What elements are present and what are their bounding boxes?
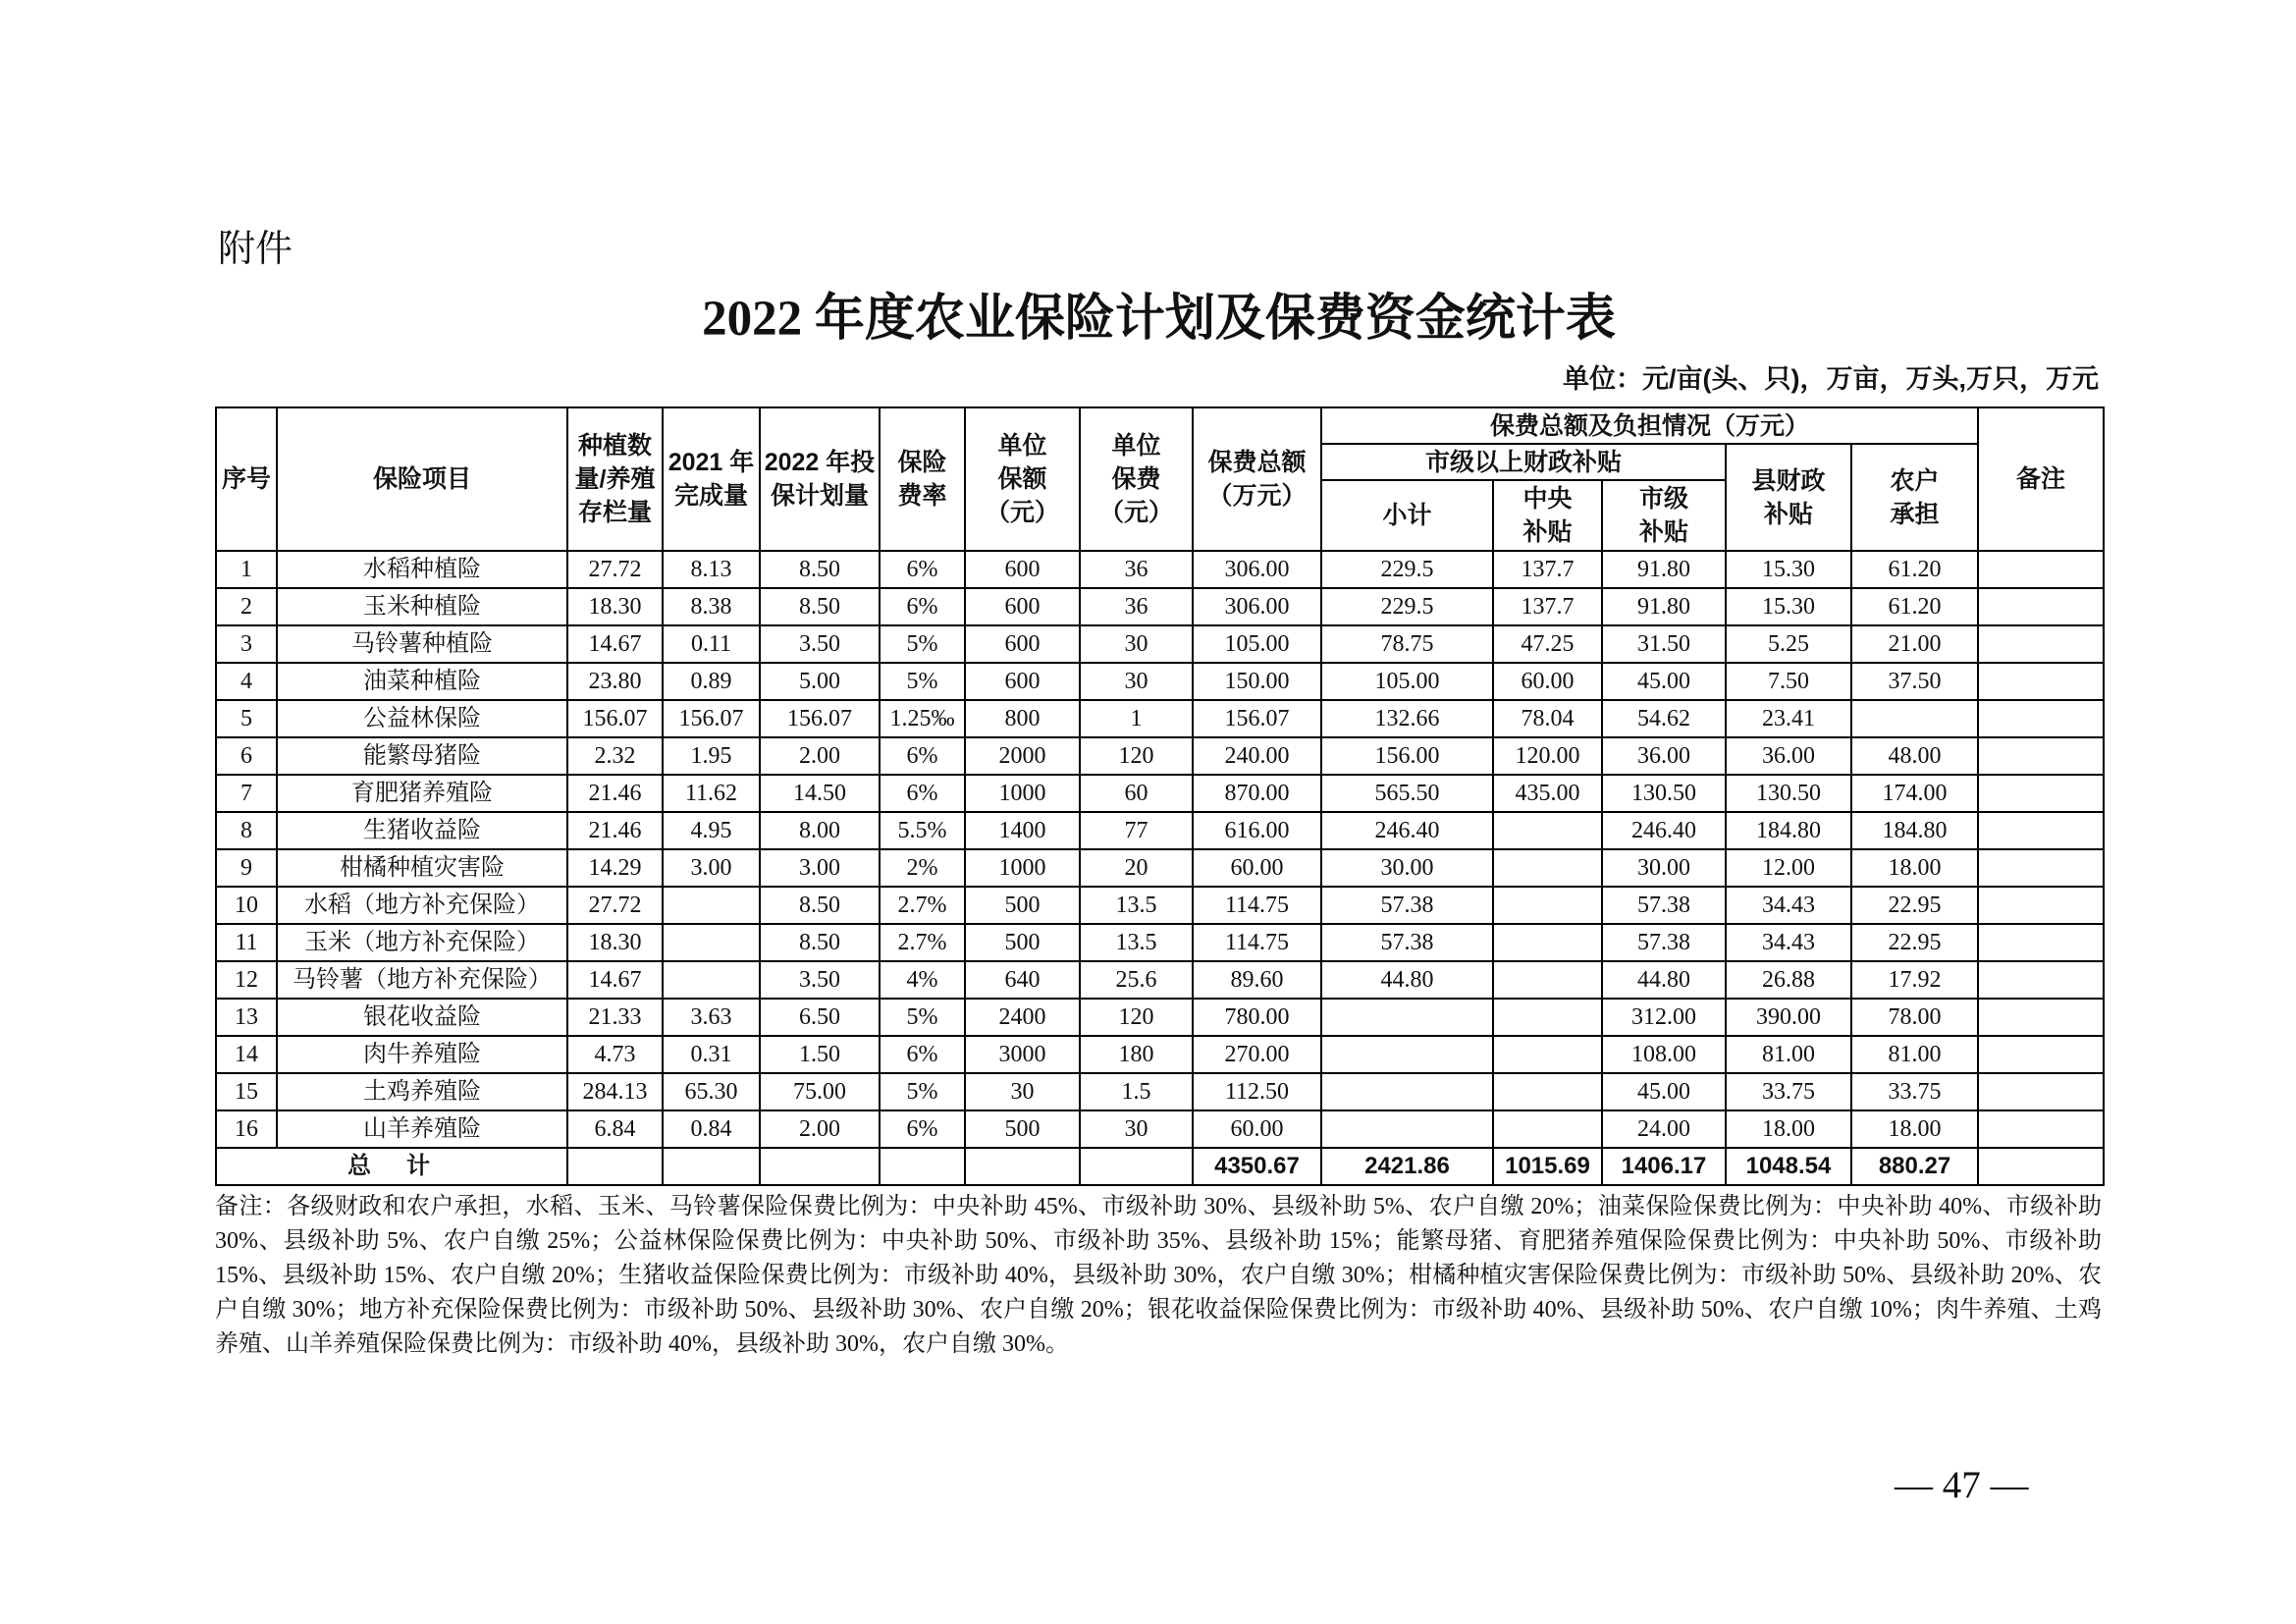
cell-municipal: 57.38 <box>1602 887 1726 924</box>
table-row <box>216 1110 2104 1148</box>
cell-central: 120.00 <box>1493 737 1602 775</box>
cell-subtotal: 105.00 <box>1321 663 1493 700</box>
table-row <box>216 1073 2104 1110</box>
cell-farmer: 61.20 <box>1851 588 1978 625</box>
cell-county: 34.43 <box>1726 887 1851 924</box>
cell-subtotal <box>1321 1073 1493 1110</box>
total-cell-remarks <box>1978 1148 2104 1185</box>
cell-completed-2021: 0.31 <box>663 1036 760 1073</box>
cell-rate: 5% <box>880 1073 965 1110</box>
cell-rate: 6% <box>880 588 965 625</box>
total-cell-completed-2021 <box>663 1148 760 1185</box>
cell-planned-2022: 8.00 <box>760 812 880 849</box>
header-county: 县财政 补贴 <box>1726 444 1851 551</box>
cell-planned-2022: 156.07 <box>760 700 880 737</box>
cell-municipal: 24.00 <box>1602 1110 1726 1148</box>
table-row <box>216 849 2104 887</box>
cell-unit-premium: 36 <box>1080 588 1193 625</box>
cell-seq: 4 <box>216 663 277 700</box>
cell-completed-2021: 1.95 <box>663 737 760 775</box>
cell-county: 81.00 <box>1726 1036 1851 1073</box>
cell-unit-coverage: 640 <box>965 961 1080 999</box>
cell-municipal: 91.80 <box>1602 551 1726 588</box>
cell-item: 马铃薯种植险 <box>277 625 567 663</box>
cell-central: 137.7 <box>1493 588 1602 625</box>
cell-item: 生猪收益险 <box>277 812 567 849</box>
cell-completed-2021: 3.00 <box>663 849 760 887</box>
cell-unit-premium: 30 <box>1080 1110 1193 1148</box>
header-central: 中央 补贴 <box>1493 480 1602 551</box>
cell-remarks <box>1978 663 2104 700</box>
cell-seq: 5 <box>216 700 277 737</box>
total-cell-planned-2022 <box>760 1148 880 1185</box>
header-municipal: 市级 补贴 <box>1602 480 1726 551</box>
header-total-premium: 保费总额 （万元） <box>1193 407 1321 551</box>
cell-unit-premium: 30 <box>1080 663 1193 700</box>
cell-remarks <box>1978 887 2104 924</box>
attachment-label: 附件 <box>218 229 294 270</box>
cell-completed-2021: 11.62 <box>663 775 760 812</box>
cell-subtotal: 229.5 <box>1321 588 1493 625</box>
cell-planned-2022: 5.00 <box>760 663 880 700</box>
cell-rate: 4% <box>880 961 965 999</box>
cell-unit-coverage: 30 <box>965 1073 1080 1110</box>
cell-total-premium: 150.00 <box>1193 663 1321 700</box>
cell-total-premium: 105.00 <box>1193 625 1321 663</box>
cell-farmer: 48.00 <box>1851 737 1978 775</box>
cell-farmer: 33.75 <box>1851 1073 1978 1110</box>
cell-county: 184.80 <box>1726 812 1851 849</box>
cell-seq: 8 <box>216 812 277 849</box>
cell-farmer: 18.00 <box>1851 849 1978 887</box>
total-cell-county: 1048.54 <box>1726 1148 1851 1185</box>
table-row <box>216 1036 2104 1073</box>
cell-planned-2022: 8.50 <box>760 588 880 625</box>
total-cell-unit-premium <box>1080 1148 1193 1185</box>
cell-quantity: 18.30 <box>567 924 663 961</box>
cell-completed-2021: 156.07 <box>663 700 760 737</box>
table-row <box>216 700 2104 737</box>
total-cell-unit-coverage <box>965 1148 1080 1185</box>
cell-item: 油菜种植险 <box>277 663 567 700</box>
cell-unit-coverage: 1400 <box>965 812 1080 849</box>
cell-county: 34.43 <box>1726 924 1851 961</box>
cell-rate: 5% <box>880 999 965 1036</box>
total-cell-central: 1015.69 <box>1493 1148 1602 1185</box>
cell-rate: 6% <box>880 737 965 775</box>
cell-central: 435.00 <box>1493 775 1602 812</box>
header-quantity: 种植数 量/养殖 存栏量 <box>567 407 663 551</box>
cell-total-premium: 306.00 <box>1193 588 1321 625</box>
cell-municipal: 31.50 <box>1602 625 1726 663</box>
cell-unit-premium: 77 <box>1080 812 1193 849</box>
table-row <box>216 961 2104 999</box>
cell-farmer: 22.95 <box>1851 924 1978 961</box>
cell-planned-2022: 8.50 <box>760 924 880 961</box>
header-remarks: 备注 <box>1978 407 2104 551</box>
cell-seq: 13 <box>216 999 277 1036</box>
header-subtotal: 小计 <box>1321 480 1493 551</box>
cell-municipal: 45.00 <box>1602 663 1726 700</box>
cell-seq: 16 <box>216 1110 277 1148</box>
cell-farmer: 78.00 <box>1851 999 1978 1036</box>
cell-unit-coverage: 500 <box>965 924 1080 961</box>
cell-planned-2022: 8.50 <box>760 551 880 588</box>
cell-remarks <box>1978 700 2104 737</box>
cell-unit-coverage: 500 <box>965 887 1080 924</box>
cell-rate: 5% <box>880 625 965 663</box>
cell-remarks <box>1978 588 2104 625</box>
cell-completed-2021: 0.11 <box>663 625 760 663</box>
cell-county: 15.30 <box>1726 588 1851 625</box>
cell-quantity: 156.07 <box>567 700 663 737</box>
cell-central <box>1493 924 1602 961</box>
cell-subtotal: 57.38 <box>1321 924 1493 961</box>
cell-total-premium: 89.60 <box>1193 961 1321 999</box>
cell-total-premium: 112.50 <box>1193 1073 1321 1110</box>
cell-unit-coverage: 500 <box>965 1110 1080 1148</box>
cell-unit-coverage: 600 <box>965 625 1080 663</box>
cell-item: 水稻种植险 <box>277 551 567 588</box>
cell-item: 肉牛养殖险 <box>277 1036 567 1073</box>
header-rate: 保险 费率 <box>880 407 965 551</box>
total-cell-quantity <box>567 1148 663 1185</box>
cell-remarks <box>1978 1110 2104 1148</box>
cell-total-premium: 60.00 <box>1193 849 1321 887</box>
cell-item: 山羊养殖险 <box>277 1110 567 1148</box>
cell-total-premium: 270.00 <box>1193 1036 1321 1073</box>
cell-rate: 5% <box>880 663 965 700</box>
cell-seq: 10 <box>216 887 277 924</box>
cell-item: 银花收益险 <box>277 999 567 1036</box>
cell-total-premium: 240.00 <box>1193 737 1321 775</box>
cell-municipal: 30.00 <box>1602 849 1726 887</box>
table-row <box>216 887 2104 924</box>
table-row <box>216 812 2104 849</box>
total-label: 总 计 <box>216 1148 567 1185</box>
header-item: 保险项目 <box>277 407 567 551</box>
cell-total-premium: 156.07 <box>1193 700 1321 737</box>
cell-remarks <box>1978 1036 2104 1073</box>
cell-total-premium: 306.00 <box>1193 551 1321 588</box>
cell-item: 能繁母猪险 <box>277 737 567 775</box>
cell-subtotal: 30.00 <box>1321 849 1493 887</box>
cell-completed-2021 <box>663 924 760 961</box>
header-row <box>216 407 2104 444</box>
cell-completed-2021 <box>663 887 760 924</box>
cell-completed-2021 <box>663 961 760 999</box>
cell-county: 390.00 <box>1726 999 1851 1036</box>
cell-planned-2022: 2.00 <box>760 737 880 775</box>
table-header <box>216 407 2104 551</box>
cell-central <box>1493 961 1602 999</box>
cell-completed-2021: 8.38 <box>663 588 760 625</box>
cell-quantity: 27.72 <box>567 887 663 924</box>
cell-unit-coverage: 2000 <box>965 737 1080 775</box>
cell-subtotal <box>1321 1110 1493 1148</box>
cell-unit-premium: 25.6 <box>1080 961 1193 999</box>
cell-central: 60.00 <box>1493 663 1602 700</box>
cell-central: 78.04 <box>1493 700 1602 737</box>
cell-seq: 1 <box>216 551 277 588</box>
cell-county: 130.50 <box>1726 775 1851 812</box>
cell-county: 33.75 <box>1726 1073 1851 1110</box>
cell-subtotal: 57.38 <box>1321 887 1493 924</box>
cell-planned-2022: 3.00 <box>760 849 880 887</box>
cell-farmer: 21.00 <box>1851 625 1978 663</box>
cell-quantity: 6.84 <box>567 1110 663 1148</box>
cell-completed-2021: 0.84 <box>663 1110 760 1148</box>
cell-central <box>1493 1110 1602 1148</box>
cell-seq: 7 <box>216 775 277 812</box>
cell-county: 7.50 <box>1726 663 1851 700</box>
table-row <box>216 551 2104 588</box>
cell-seq: 2 <box>216 588 277 625</box>
cell-quantity: 18.30 <box>567 588 663 625</box>
cell-remarks <box>1978 961 2104 999</box>
cell-unit-premium: 1.5 <box>1080 1073 1193 1110</box>
cell-central: 47.25 <box>1493 625 1602 663</box>
total-row <box>216 1148 2104 1185</box>
cell-item: 公益林保险 <box>277 700 567 737</box>
cell-unit-premium: 20 <box>1080 849 1193 887</box>
cell-central <box>1493 849 1602 887</box>
unit-line: 单位：元/亩(头、只)，万亩，万头,万只，万元 <box>1563 364 2099 394</box>
cell-rate: 5.5% <box>880 812 965 849</box>
table-body <box>216 551 2104 1148</box>
cell-total-premium: 114.75 <box>1193 887 1321 924</box>
cell-farmer <box>1851 700 1978 737</box>
total-cell-total-premium: 4350.67 <box>1193 1148 1321 1185</box>
cell-seq: 3 <box>216 625 277 663</box>
cell-planned-2022: 14.50 <box>760 775 880 812</box>
table-row <box>216 999 2104 1036</box>
cell-quantity: 21.46 <box>567 812 663 849</box>
cell-rate: 6% <box>880 775 965 812</box>
header-farmer: 农户 承担 <box>1851 444 1978 551</box>
header-seq: 序号 <box>216 407 277 551</box>
cell-rate: 2.7% <box>880 887 965 924</box>
table-row <box>216 588 2104 625</box>
cell-unit-coverage: 1000 <box>965 775 1080 812</box>
cell-municipal: 54.62 <box>1602 700 1726 737</box>
cell-subtotal: 156.00 <box>1321 737 1493 775</box>
page-title: 2022 年度农业保险计划及保费资金统计表 <box>702 292 1616 347</box>
cell-unit-coverage: 600 <box>965 588 1080 625</box>
cell-rate: 6% <box>880 551 965 588</box>
total-cell-farmer: 880.27 <box>1851 1148 1978 1185</box>
cell-planned-2022: 1.50 <box>760 1036 880 1073</box>
cell-unit-coverage: 2400 <box>965 999 1080 1036</box>
cell-rate: 2% <box>880 849 965 887</box>
cell-unit-premium: 1 <box>1080 700 1193 737</box>
cell-farmer: 17.92 <box>1851 961 1978 999</box>
cell-municipal: 246.40 <box>1602 812 1726 849</box>
cell-total-premium: 616.00 <box>1193 812 1321 849</box>
cell-remarks <box>1978 999 2104 1036</box>
cell-municipal: 130.50 <box>1602 775 1726 812</box>
cell-seq: 11 <box>216 924 277 961</box>
cell-municipal: 57.38 <box>1602 924 1726 961</box>
cell-remarks <box>1978 625 2104 663</box>
cell-municipal: 91.80 <box>1602 588 1726 625</box>
cell-subtotal: 229.5 <box>1321 551 1493 588</box>
cell-rate: 1.25‰ <box>880 700 965 737</box>
cell-subtotal: 565.50 <box>1321 775 1493 812</box>
total-cell-municipal: 1406.17 <box>1602 1148 1726 1185</box>
cell-unit-coverage: 600 <box>965 551 1080 588</box>
cell-quantity: 2.32 <box>567 737 663 775</box>
cell-county: 26.88 <box>1726 961 1851 999</box>
cell-municipal: 108.00 <box>1602 1036 1726 1073</box>
cell-farmer: 22.95 <box>1851 887 1978 924</box>
cell-remarks <box>1978 551 2104 588</box>
cell-completed-2021: 3.63 <box>663 999 760 1036</box>
cell-seq: 14 <box>216 1036 277 1073</box>
cell-unit-premium: 180 <box>1080 1036 1193 1073</box>
cell-rate: 2.7% <box>880 924 965 961</box>
cell-county: 18.00 <box>1726 1110 1851 1148</box>
cell-farmer: 81.00 <box>1851 1036 1978 1073</box>
cell-seq: 9 <box>216 849 277 887</box>
cell-item: 土鸡养殖险 <box>277 1073 567 1110</box>
cell-municipal: 45.00 <box>1602 1073 1726 1110</box>
cell-remarks <box>1978 1073 2104 1110</box>
page-number: — 47 — <box>1895 1464 2029 1506</box>
insurance-statistics-table <box>215 406 2105 1186</box>
cell-subtotal <box>1321 999 1493 1036</box>
cell-seq: 6 <box>216 737 277 775</box>
cell-central <box>1493 999 1602 1036</box>
table-row <box>216 663 2104 700</box>
cell-county: 15.30 <box>1726 551 1851 588</box>
cell-subtotal <box>1321 1036 1493 1073</box>
cell-municipal: 36.00 <box>1602 737 1726 775</box>
total-cell-subtotal: 2421.86 <box>1321 1148 1493 1185</box>
cell-unit-premium: 120 <box>1080 999 1193 1036</box>
cell-quantity: 4.73 <box>567 1036 663 1073</box>
cell-item: 玉米种植险 <box>277 588 567 625</box>
cell-completed-2021: 8.13 <box>663 551 760 588</box>
header-above-city-group: 市级以上财政补贴 <box>1321 444 1726 480</box>
cell-remarks <box>1978 812 2104 849</box>
table-row <box>216 625 2104 663</box>
cell-completed-2021: 0.89 <box>663 663 760 700</box>
cell-central <box>1493 1036 1602 1073</box>
header-completed-2021: 2021 年 完成量 <box>663 407 760 551</box>
cell-unit-premium: 60 <box>1080 775 1193 812</box>
cell-unit-premium: 13.5 <box>1080 887 1193 924</box>
header-unit-coverage: 单位 保额 （元） <box>965 407 1080 551</box>
cell-subtotal: 78.75 <box>1321 625 1493 663</box>
cell-total-premium: 780.00 <box>1193 999 1321 1036</box>
cell-item: 水稻（地方补充保险） <box>277 887 567 924</box>
cell-unit-premium: 13.5 <box>1080 924 1193 961</box>
table-row <box>216 737 2104 775</box>
cell-county: 12.00 <box>1726 849 1851 887</box>
cell-planned-2022: 75.00 <box>760 1073 880 1110</box>
cell-item: 马铃薯（地方补充保险） <box>277 961 567 999</box>
table-row <box>216 924 2104 961</box>
cell-planned-2022: 3.50 <box>760 625 880 663</box>
cell-subtotal: 246.40 <box>1321 812 1493 849</box>
cell-county: 5.25 <box>1726 625 1851 663</box>
cell-item: 玉米（地方补充保险） <box>277 924 567 961</box>
cell-subtotal: 132.66 <box>1321 700 1493 737</box>
cell-item: 育肥猪养殖险 <box>277 775 567 812</box>
cell-item: 柑橘种植灾害险 <box>277 849 567 887</box>
cell-quantity: 14.67 <box>567 625 663 663</box>
cell-unit-coverage: 3000 <box>965 1036 1080 1073</box>
cell-planned-2022: 2.00 <box>760 1110 880 1148</box>
cell-total-premium: 870.00 <box>1193 775 1321 812</box>
cell-total-premium: 60.00 <box>1193 1110 1321 1148</box>
cell-municipal: 312.00 <box>1602 999 1726 1036</box>
cell-quantity: 14.29 <box>567 849 663 887</box>
cell-central <box>1493 887 1602 924</box>
table-total <box>216 1148 2104 1185</box>
cell-central <box>1493 812 1602 849</box>
table-row <box>216 775 2104 812</box>
cell-rate: 6% <box>880 1036 965 1073</box>
cell-unit-coverage: 600 <box>965 663 1080 700</box>
cell-unit-premium: 36 <box>1080 551 1193 588</box>
cell-farmer: 174.00 <box>1851 775 1978 812</box>
header-unit-premium: 单位 保费 （元） <box>1080 407 1193 551</box>
cell-rate: 6% <box>880 1110 965 1148</box>
cell-quantity: 21.33 <box>567 999 663 1036</box>
cell-remarks <box>1978 775 2104 812</box>
cell-remarks <box>1978 849 2104 887</box>
cell-completed-2021: 65.30 <box>663 1073 760 1110</box>
cell-quantity: 14.67 <box>567 961 663 999</box>
cell-quantity: 21.46 <box>567 775 663 812</box>
cell-completed-2021: 4.95 <box>663 812 760 849</box>
cell-central: 137.7 <box>1493 551 1602 588</box>
cell-county: 23.41 <box>1726 700 1851 737</box>
cell-central <box>1493 1073 1602 1110</box>
header-burden-group: 保费总额及负担情况（万元） <box>1321 407 1978 444</box>
cell-subtotal: 44.80 <box>1321 961 1493 999</box>
cell-planned-2022: 8.50 <box>760 887 880 924</box>
cell-unit-premium: 120 <box>1080 737 1193 775</box>
header-planned-2022: 2022 年投 保计划量 <box>760 407 880 551</box>
cell-quantity: 27.72 <box>567 551 663 588</box>
cell-unit-premium: 30 <box>1080 625 1193 663</box>
cell-farmer: 37.50 <box>1851 663 1978 700</box>
table-notes: 备注：各级财政和农户承担，水稻、玉米、马铃薯保险保费比例为：中央补助 45%、市级补助 30%、县级补助 5%、农户自缴 20%；油菜保险保费比例为：中央补助 40%、市级补助 30%、县级补助 5%、农户自缴 25%；公益林保险保费比例为：中央补助 50%、市级补助 35%、县级补助 15%；能繁母猪、育肥猪养殖保险保费比例为：中央补助 50%、市级补助 15%、县级补助 15%、农户自缴 20%；生猪收益保险保费比例为：市级补助 40%，县级补助 30%，农户自缴 30%；柑橘种植灾害保险保费比例为：市级补助 50%、县级补助 20%、农户自缴 30%；地方补充保险保费比例为：市级补助 50%、县级补助 30%、农户自缴 20%；银花收益保险保费比例为：市级补助 40%、县级补助 50%、农户自缴 10%；肉牛养殖、土鸡养殖、山羊养殖保险保费比例为：市级补助 40%，县级补助 30%，农户自缴 30%。 <box>215 1194 2102 1357</box>
cell-unit-coverage: 800 <box>965 700 1080 737</box>
cell-quantity: 23.80 <box>567 663 663 700</box>
cell-unit-coverage: 1000 <box>965 849 1080 887</box>
cell-remarks <box>1978 924 2104 961</box>
total-cell-rate <box>880 1148 965 1185</box>
cell-planned-2022: 3.50 <box>760 961 880 999</box>
cell-farmer: 18.00 <box>1851 1110 1978 1148</box>
cell-farmer: 184.80 <box>1851 812 1978 849</box>
cell-quantity: 284.13 <box>567 1073 663 1110</box>
cell-total-premium: 114.75 <box>1193 924 1321 961</box>
cell-municipal: 44.80 <box>1602 961 1726 999</box>
cell-farmer: 61.20 <box>1851 551 1978 588</box>
cell-county: 36.00 <box>1726 737 1851 775</box>
cell-seq: 15 <box>216 1073 277 1110</box>
cell-seq: 12 <box>216 961 277 999</box>
cell-planned-2022: 6.50 <box>760 999 880 1036</box>
cell-remarks <box>1978 737 2104 775</box>
